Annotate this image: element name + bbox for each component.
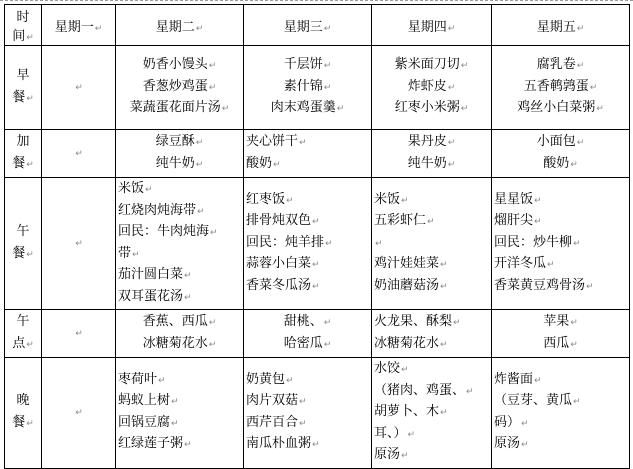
menu-item-text: 奶油蘑菇汤 (374, 277, 440, 293)
menu-item-text: 炸酱面 (494, 371, 534, 387)
menu-item-text: 菜蔬蛋花面片汤 (129, 100, 221, 116)
menu-item-text: 红烧肉炖海带 (118, 202, 197, 218)
menu-cell (372, 178, 492, 310)
menu-cell (116, 310, 244, 358)
menu-item-text: 米饭 (118, 181, 145, 196)
menu-item-text: 小面包 (536, 134, 576, 149)
menu-item-text: 回锅豆腐 (118, 414, 171, 430)
menu-item-text: 双耳蛋花汤 (118, 288, 184, 304)
menu-item-text: 千层饼 (283, 57, 323, 73)
paragraph-mark: ↵ (325, 238, 333, 249)
menu-item-text: 肉末鸡蛋羹 (270, 100, 336, 116)
paragraph-mark: ↵ (534, 195, 542, 206)
paragraph-mark: ↵ (453, 318, 461, 328)
menu-item-text: 西瓜 (543, 335, 570, 351)
menu-item-text: 夹心饼干 (246, 134, 299, 149)
paragraph-mark: ↵ (75, 82, 83, 93)
menu-item-text: 火龙果、酥梨 (374, 314, 453, 329)
paragraph-mark: ↵ (171, 418, 179, 429)
paragraph-mark: ↵ (210, 228, 218, 238)
paragraph-mark: ↵ (158, 375, 166, 386)
paragraph-mark: ↵ (586, 281, 594, 292)
menu-cell (244, 46, 372, 130)
time-header-char-2: 间 (12, 29, 26, 44)
day-header-mon: 星期一↵ (42, 5, 116, 46)
menu-item-text: 带 (118, 245, 132, 261)
menu-item-text: 炸虾皮 (407, 78, 447, 94)
paragraph-mark: ↵ (573, 397, 581, 408)
header-row (5, 5, 630, 46)
menu-item-text: 码） (494, 414, 521, 430)
paragraph-mark: ↵ (440, 339, 448, 350)
paragraph-mark: ↵ (534, 375, 542, 386)
paragraph-mark: ↵ (312, 281, 320, 292)
menu-item-text: （猪肉、鸡蛋、 (374, 382, 466, 398)
paragraph-mark: ↵ (195, 23, 204, 34)
menu-row-dinner (5, 358, 630, 469)
menu-item-text: 香葱炒鸡蛋 (142, 78, 208, 94)
paragraph-mark: ↵ (521, 418, 529, 429)
menu-item-text: 哈密瓜 (283, 335, 323, 351)
menu-cell (244, 130, 372, 178)
meal-label-char: 点 (12, 336, 26, 351)
paragraph-mark: ↵ (570, 159, 578, 170)
menu-item-text: 酸奶 (246, 155, 273, 171)
paragraph-mark: ↵ (573, 238, 581, 249)
paragraph-mark: ↵ (299, 138, 307, 148)
menu-cell (116, 130, 244, 178)
paragraph-mark: ↵ (184, 271, 192, 281)
paragraph-mark: ↵ (26, 94, 34, 104)
paragraph-mark: ↵ (401, 365, 409, 375)
paragraph-mark: ↵ (195, 159, 204, 170)
paragraph-mark: ↵ (460, 104, 469, 115)
menu-item-text: 茄汁圆白菜 (118, 267, 184, 282)
menu-cell (372, 46, 492, 130)
menu-item-text: 胡萝卜、木 (374, 404, 440, 419)
paragraph-mark: ↵ (26, 160, 34, 170)
paragraph-mark: ↵ (323, 318, 332, 328)
menu-item-text: 原汤 (494, 436, 521, 452)
menu-item-text: 红枣小米粥 (394, 100, 460, 116)
paragraph-mark: ↵ (184, 440, 192, 451)
menu-item-text: 枣荷叶 (118, 371, 158, 387)
menu-cell (492, 46, 630, 130)
paragraph-mark: ↵ (197, 206, 205, 217)
menu-row-breakfast (5, 46, 630, 130)
paragraph-mark: ↵ (299, 397, 307, 408)
paragraph-mark: ↵ (323, 61, 332, 72)
paragraph-mark: ↵ (323, 23, 332, 34)
paragraph-mark: ↵ (221, 104, 230, 115)
paragraph-mark: ↵ (447, 23, 456, 34)
meal-label-cell (5, 130, 42, 178)
menu-item-text: 红枣饭 (246, 191, 286, 207)
time-header-cell (5, 5, 42, 46)
paragraph-mark: ↵ (576, 61, 585, 72)
paragraph-mark: ↵ (447, 159, 456, 170)
menu-item-text: 冰糖菊花水 (142, 335, 208, 351)
menu-cell (116, 46, 244, 130)
menu-cell (116, 178, 244, 310)
menu-item-text: 耳、） (374, 425, 407, 441)
menu-cell (42, 358, 116, 469)
paragraph-mark: ↵ (576, 23, 585, 34)
paragraph-mark: ↵ (336, 104, 345, 115)
paragraph-mark: ↵ (75, 408, 83, 418)
menu-cell (372, 130, 492, 178)
menu-item-text: 星星饭 (494, 191, 534, 207)
menu-row-snack (5, 130, 630, 178)
menu-item-text: 鸡汁娃娃菜 (374, 256, 440, 272)
menu-item-text: 蚂蚁上树 (118, 393, 171, 409)
time-header-char-1: 时 (16, 10, 30, 25)
meal-label-cell (5, 46, 42, 130)
menu-cell (244, 358, 372, 469)
menu-item-text: 香菜冬瓜汤 (246, 277, 312, 293)
meal-label-char: 午 (16, 314, 30, 329)
menu-item-text: 米饭 (374, 191, 401, 207)
day-header-thu: 星期四↵ (372, 5, 492, 46)
paragraph-mark: ↵ (440, 408, 448, 418)
paragraph-mark: ↵ (589, 82, 598, 93)
menu-row-afternoon-snack (5, 310, 630, 358)
paragraph-mark: ↵ (401, 451, 409, 461)
meal-label-char: 午 (16, 224, 30, 239)
paragraph-mark: ↵ (286, 375, 294, 386)
paragraph-mark: ↵ (427, 217, 435, 228)
menu-cell (244, 310, 372, 358)
menu-cell (492, 358, 630, 469)
paragraph-mark: ↵ (208, 82, 217, 93)
paragraph-mark: ↵ (75, 328, 83, 339)
menu-item-text: 奶香小馒头 (142, 57, 208, 73)
menu-item-text: 果丹皮 (407, 134, 447, 149)
meal-label-cell (5, 358, 42, 469)
paragraph-mark: ↵ (440, 281, 448, 292)
menu-cell (42, 130, 116, 178)
paragraph-mark: ↵ (132, 249, 140, 260)
paragraph-mark: ↵ (273, 159, 281, 170)
paragraph-mark: ↵ (171, 397, 179, 408)
menu-item-text: 绿豆酥 (155, 134, 195, 149)
paragraph-mark: ↵ (26, 33, 34, 43)
paragraph-mark: ↵ (26, 419, 34, 430)
menu-item-text: 纯牛奶 (407, 155, 447, 171)
paragraph-mark: ↵ (208, 318, 217, 328)
menu-row-lunch (5, 178, 630, 310)
paragraph-mark: ↵ (75, 238, 83, 249)
menu-item-text: 回民：牛肉炖海 (118, 224, 210, 239)
menu-item-text: 回民：炖羊排 (246, 234, 325, 250)
day-header-wed: 星期三↵ (244, 5, 372, 46)
menu-item-text: 香菜黄豆鸡骨汤 (494, 277, 586, 293)
menu-cell (492, 130, 630, 178)
paragraph-mark: ↵ (447, 138, 456, 148)
menu-cell (42, 46, 116, 130)
menu-item-text: 五香鹌鹑蛋 (523, 78, 589, 94)
menu-cell (116, 358, 244, 469)
paragraph-mark: ↵ (312, 440, 320, 451)
menu-item-text: （豆芽、黄瓜 (494, 393, 573, 409)
paragraph-mark: ↵ (466, 386, 474, 397)
menu-item-text: 南瓜朴血粥 (246, 436, 312, 452)
menu-item-text: 紫米面刀切 (394, 57, 460, 73)
menu-item-text: 腐乳卷 (536, 57, 576, 73)
menu-cell (42, 178, 116, 310)
menu-item-text: 冰糖菊花水 (374, 335, 440, 351)
paragraph-mark: ↵ (440, 260, 448, 271)
menu-item-text: 五彩虾仁 (374, 213, 427, 229)
menu-item-text: 酸奶 (543, 155, 570, 171)
paragraph-mark: ↵ (460, 61, 469, 72)
paragraph-mark: ↵ (323, 339, 332, 350)
menu-item-text: 回民：炒牛柳 (494, 234, 573, 250)
menu-cell (372, 358, 492, 469)
paragraph-mark: ↵ (208, 339, 217, 350)
meal-label-char: 餐 (12, 415, 26, 431)
paragraph-mark: ↵ (195, 138, 204, 148)
paragraph-mark: ↵ (401, 195, 409, 206)
meal-label-char: 加 (16, 134, 30, 149)
menu-item-text: 水饺 (374, 361, 401, 376)
menu-item-text: 红绿莲子粥 (118, 436, 184, 452)
weekly-menu-table (4, 4, 630, 469)
menu-item-text: 素什锦 (283, 78, 323, 94)
paragraph-mark: ↵ (576, 138, 585, 148)
menu-item-text: 苹果 (543, 314, 570, 329)
paragraph-mark: ↵ (447, 82, 456, 93)
paragraph-mark: ↵ (75, 148, 83, 159)
paragraph-mark: ↵ (286, 195, 294, 206)
menu-cell (492, 178, 630, 310)
paragraph-mark: ↵ (375, 238, 383, 249)
menu-body (5, 46, 630, 469)
day-header-fri: 星期五↵ (492, 5, 630, 46)
paragraph-mark: ↵ (570, 318, 578, 328)
meal-label-cell (5, 178, 42, 310)
menu-item-text: 熘肝尖 (494, 213, 534, 229)
menu-cell (244, 178, 372, 310)
menu-item-text: 甜桃、 (283, 314, 323, 329)
menu-item-text: 纯牛奶 (155, 155, 195, 171)
menu-cell (372, 310, 492, 358)
menu-item-text: 开洋冬瓜 (494, 256, 547, 272)
meal-label-cell (5, 310, 42, 358)
menu-item-text: 原汤 (374, 447, 401, 462)
paragraph-mark: ↵ (145, 185, 153, 195)
meal-label-char: 早 (16, 68, 30, 83)
paragraph-mark: ↵ (534, 217, 542, 228)
meal-label-char: 餐 (12, 246, 26, 261)
paragraph-mark: ↵ (208, 61, 217, 72)
paragraph-mark: ↵ (323, 82, 332, 93)
paragraph-mark: ↵ (26, 340, 34, 350)
menu-item-text: 香蕉、西瓜 (142, 314, 208, 329)
menu-item-text: 奶黄包 (246, 371, 286, 387)
menu-cell (42, 310, 116, 358)
paragraph-mark: ↵ (570, 339, 578, 350)
paragraph-mark: ↵ (547, 260, 555, 271)
paragraph-mark: ↵ (312, 260, 320, 271)
day-header-tue: 星期二↵ (116, 5, 244, 46)
menu-item-text: 西芹百合 (246, 414, 299, 430)
paragraph-mark: ↵ (94, 23, 103, 34)
paragraph-mark: ↵ (184, 292, 192, 303)
menu-item-text: 蒜蓉小白菜 (246, 256, 312, 272)
paragraph-mark: ↵ (407, 429, 416, 440)
menu-item-text: 肉片双菇 (246, 393, 299, 409)
meal-label-char: 晚 (16, 393, 30, 409)
paragraph-mark: ↵ (26, 250, 34, 260)
paragraph-mark: ↵ (596, 104, 604, 115)
paragraph-mark: ↵ (312, 217, 320, 228)
menu-cell (492, 310, 630, 358)
paragraph-mark: ↵ (299, 418, 307, 429)
paragraph-mark: ↵ (521, 440, 529, 451)
menu-item-text: 排骨炖双色 (246, 213, 312, 229)
menu-item-text: 鸡丝小白菜粥 (517, 100, 596, 116)
meal-label-char: 餐 (12, 90, 26, 105)
meal-label-char: 餐 (12, 156, 26, 171)
